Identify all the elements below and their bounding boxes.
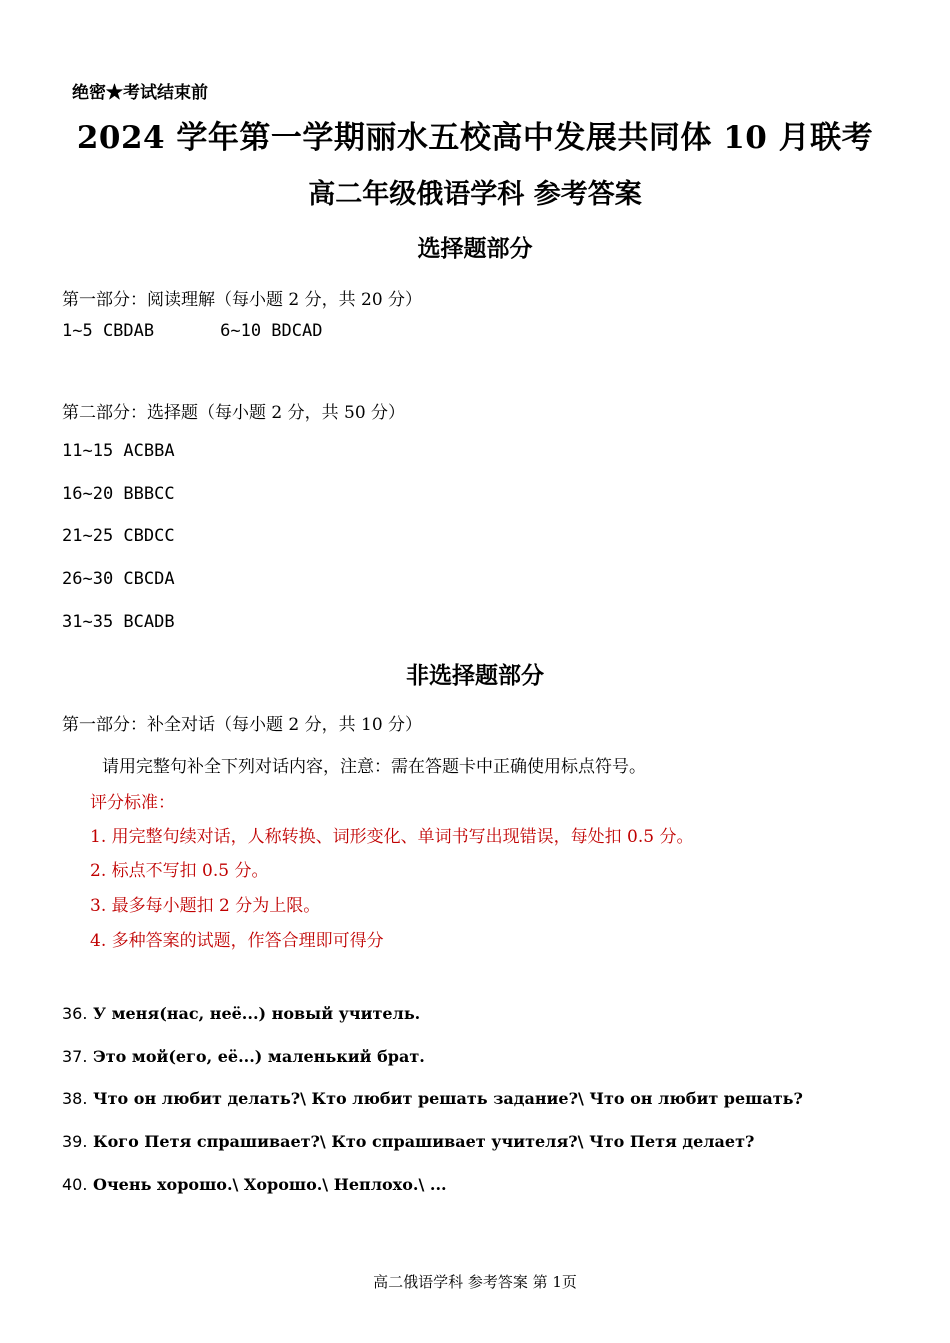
question-number: 40. [62,1175,88,1194]
question-number: 37. [62,1047,88,1066]
question-number: 38. [62,1089,88,1108]
answer-group: 21~25 CBDCC [62,526,175,546]
answer-text: Кого Петя спрашивает?\ Кто спрашивает учителя?\ Что Петя делает? [93,1132,755,1151]
part2-choice-heading: 第二部分：选择题（每小题 2 分，共 50 分） [62,403,406,423]
exam-title: 2024 学年第一学期丽水五校高中发展共同体 10 月联考 [76,120,874,156]
non-choice-section-heading: 非选择题部分 [406,662,544,689]
choice-section-heading: 选择题部分 [417,235,533,262]
part1-reading-heading: 第一部分：阅读理解（每小题 2 分，共 20 分） [62,290,423,310]
question-number: 36. [62,1004,88,1023]
answer-group: 1~5 CBDAB [62,321,155,341]
answer-text: Это мой(его, её...) маленький брат. [93,1047,425,1066]
confidential-label: 绝密★考试结束前 [72,83,208,103]
answer-group: 26~30 CBCDA [62,569,175,589]
page-footer: 高二俄语学科 参考答案 第 1页 [373,1273,577,1291]
answer-group: 6~10 BDCAD [220,321,323,341]
dialogue-part-heading: 第一部分：补全对话（每小题 2 分，共 10 分） [62,715,423,735]
answer-text: Очень хорошо.\ Хорошо.\ Неплохо.\ ... [93,1175,447,1194]
answer-text: У меня(нас, неё...) новый учитель. [93,1004,421,1023]
answer-item-39 [62,1132,754,1151]
answer-group: 11~15 ACBBA [62,441,175,461]
scoring-criterion: 2. 标点不写扣 0.5 分。 [90,861,269,881]
scoring-criterion: 1. 用完整句续对话，人称转换、词形变化、单词书写出现错误，每处扣 0.5 分。 [90,827,694,847]
question-number: 39. [62,1132,88,1151]
scoring-criterion: 3. 最多每小题扣 2 分为上限。 [90,896,321,916]
answer-item-40 [62,1175,447,1194]
answer-item-36 [62,1004,420,1023]
scoring-criterion: 4. 多种答案的试题，作答合理即可得分 [90,931,384,951]
answer-group: 16~20 BBBCC [62,484,175,504]
answer-item-37 [62,1047,425,1066]
answer-item-38 [62,1089,803,1108]
dialogue-instruction: 请用完整句补全下列对话内容，注意：需在答题卡中正确使用标点符号。 [102,757,646,777]
scoring-criteria-title: 评分标准： [90,793,175,813]
answer-group: 31~35 BCADB [62,612,175,632]
part1-answer-row [62,321,322,341]
exam-subtitle: 高二年级俄语学科 参考答案 [308,179,642,210]
answer-text: Что он любит делать?\ Кто любит решать задание?\ Что он любит решать? [93,1089,803,1108]
